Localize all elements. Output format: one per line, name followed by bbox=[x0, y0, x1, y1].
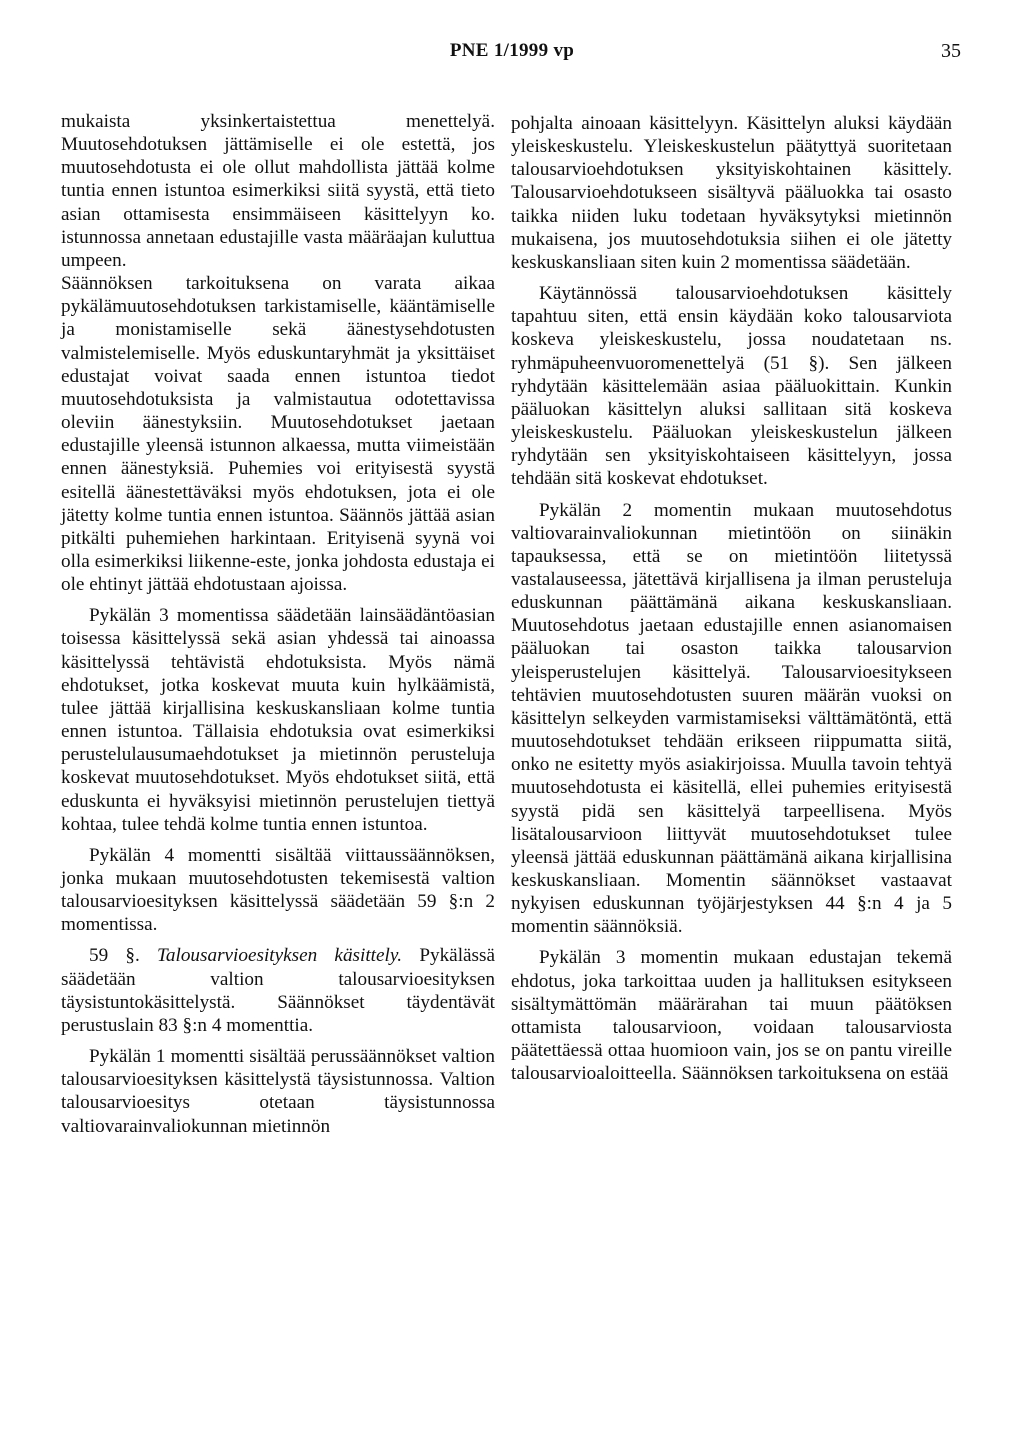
page-number: 35 bbox=[941, 40, 961, 62]
left-column bbox=[61, 110, 495, 1138]
right-paragraph-1: pohjalta ainoaan käsittelyyn. Käsittelyn aluksi käydään yleiskeskustelu. Yleiskeskustelun päätyttyä suoritetaan talousarvioehdotuksen yksityiskohtainen käsittely. Talousarvioehdotukseen sisältyvä pääluokka tai osasto taikka niiden luku todetaan hyväksytyksi mietinnön mukaisena, jos muutosehdotuksia siihen ei ole jätetty keskuskansliaan siten kuin 2 momentissa säädetään. bbox=[511, 113, 952, 273]
section-title: Talousarvioesityksen käsittely. bbox=[156, 945, 403, 967]
left-paragraph-3: Pykälän 3 momentissa säädetään lainsäädäntöasian toisessa käsittelyssä sekä asian yhdessä tai ainoassa käsittelyssä tehtävistä ehdotuksista. Myös nämä ehdotukset, jotka koskevat muuta kuin hylkäämistä, tulee jättää kirjallisina keskuskansliaan kolme tuntia ennen istuntoa. Tällaisia ehdotuksia ovat esimerkiksi perustelulausumaehdotukset ja mietinnön perusteluja koskevat muutosehdotukset. Myös ehdotukset siitä, että eduskunta ei hyväksyisi mietinnön perustelujen tiettyä kohtaa, tulee tehdä kolme tuntia ennen istuntoa. bbox=[61, 605, 495, 835]
page-header-title: PNE 1/1999 vp bbox=[449, 40, 575, 61]
left-paragraph-6: Pykälän 1 momentti sisältää perussäännökset valtion talousarvioesityksen käsittelystä täysistunnossa. Valtion talousarvioesitys otetaan täysistunnossa valtiovarainvaliokunnan mietinnön bbox=[61, 1046, 495, 1137]
left-paragraph-5 bbox=[61, 944, 495, 1037]
section-body: Pykälässä säädetään valtion talousarvioesityksen täysistuntokäsittelystä. Säännökset täydentävät perustuslain 83 §:n 4 momenttia. bbox=[61, 945, 495, 1036]
right-paragraph-3: Pykälän 2 momentin mukaan muutosehdotus valtiovarainvaliokunnan mietintöön on siinäkin tapauksessa, että se on mietintöön liitetyssä vastalauseessa, jätettävä kirjallisena ja ilman perusteluja eduskunnan päättämänä aikana keskuskansliaan. Muutosehdotus jaetaan edustajille ennen asianomaisen pääluokan tai osaston taikka talousarvion yleisperustelujen käsittelyä. Talousarvioesitykseen tehtävien muutosehdotusten suuren määrän vuoksi on käsittelyn selkeyden varmistamiseksi välttämätöntä, että muutosehdotukset tehdään erikseen riippumatta siitä, onko ne esitetty myös asiakirjoissa. Muulla tavoin tehtyä muutosehdotusta ei käsitellä, ellei puhemies erityisestä syystä pidä sen käsittelyä tarpeellisena. Myös lisätalousarvioon liittyvät muutosehdotukset tulee yleensä jättää eduskunnan päättämänä aikana kirjallisina keskuskansliaan. Momentin säännökset vastaavat nykyisen eduskunnan työjärjestyksen 44 §:n 4 ja 5 momentin säännöksiä. bbox=[511, 499, 952, 938]
left-paragraph-2: Säännöksen tarkoituksena on varata aikaa pykälämuutosehdotuksen tarkistamiselle, kääntämiselle ja monistamiselle sekä äänestysehdotusten valmistelemiselle. Myös eduskuntaryhmät ja yksittäiset edustajat voivat saada ennen istuntoa tiedot muutosehdotuksista ja valmistautua odotettavissa oleviin äänestyksiin. Muutosehdotukset jaetaan edustajille yleensä istunnon alkaessa, mutta viimeistään ennen äänestyksiä. Puhemies voi erityisestä syystä esitellä äänestettäväksi myös ehdotuksen, jota ei ole jätetty kolme tuntia ennen istuntoa. Säännös jättää asian pitkälti puhemiehen harkintaan. Erityisenä syynä voi olla esimerkiksi liikenne-este, jonka johdosta edustaja ei ole ehtinyt jättää ehdotustaan ajoissa. bbox=[61, 273, 495, 596]
right-paragraph-2: Käytännössä talousarvioehdotuksen käsittely tapahtuu siten, että ensin käydään koko talousarviota koskeva yleiskeskustelu, jossa noudatetaan ns. ryhmäpuheenvuoromenettelyä (51 §). Sen jälkeen ryhdytään käsittelemään asiaa pääluokittain. Kunkin pääluokan käsittelyn aluksi sallitaan sitä koskeva yleiskeskustelu. Pääluokan yleiskeskustelun jälkeen ryhdytään sen yksityiskohtaiseen käsittelyyn, jossa tehdään sitä koskevat ehdotukset. bbox=[511, 283, 952, 490]
left-paragraph-4: Pykälän 4 momentti sisältää viittaussäännöksen, jonka mukaan muutosehdotusten tekemisestä valtion talousarvioesityksen käsittelyssä säädetään 59 §:n 2 momentissa. bbox=[61, 844, 495, 936]
right-paragraph-4: Pykälän 3 momentin mukaan edustajan tekemä ehdotus, joka tarkoittaa uuden ja hallituksen esitykseen sisältymättömän määrärahan tai muun päätöksen ottamista talousarvioon, voidaan talousarviosta päätettäessä ottaa huomioon vain, jos se on pantu vireille talousarvioaloitteella. Säännöksen tarkoituksena on estää bbox=[511, 947, 952, 1085]
section-number: 59 §. bbox=[89, 945, 140, 967]
right-column bbox=[511, 112, 952, 1085]
left-paragraph-1: mukaista yksinkertaistettua menettelyä. Muutosehdotuksen jättämiselle ei ole estettä, jos muutosehdotusta ei ole ollut mahdollista jättää kolme tuntia ennen istuntoa esimerkiksi siitä syystä, että tieto asian ottamisesta ensimmäiseen käsittelyyn ko. istunnossa annetaan edustajille vasta määräajan kuluttua umpeen. bbox=[61, 111, 495, 271]
